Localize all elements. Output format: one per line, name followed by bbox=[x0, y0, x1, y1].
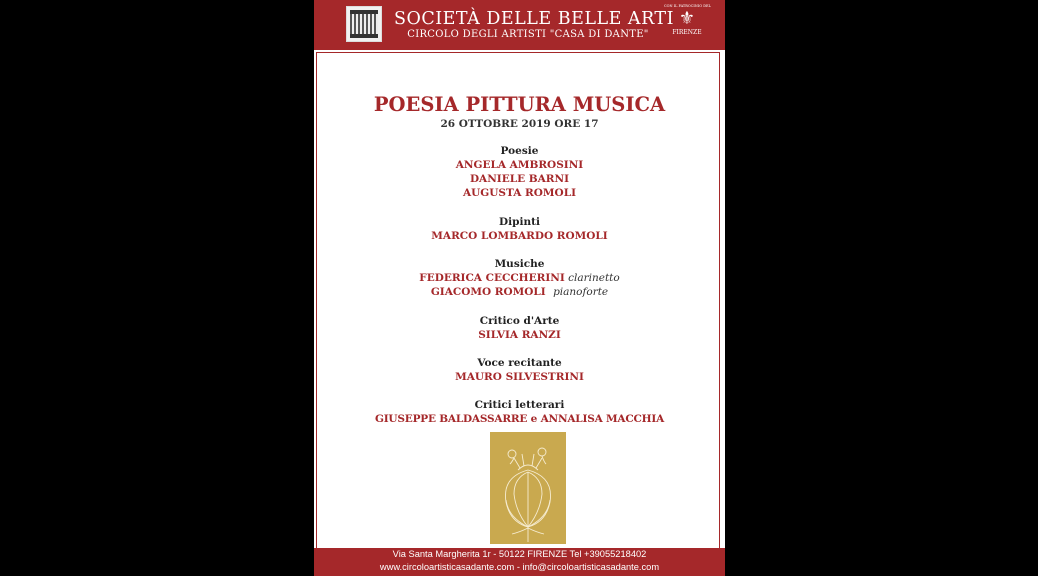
poster-footer bbox=[314, 548, 725, 576]
emblem-city: FIRENZE bbox=[672, 29, 702, 36]
society-name: SOCIETÀ DELLE BELLE ARTI bbox=[394, 9, 675, 29]
emblem-caption: CON IL PATROCINIO DEL bbox=[664, 4, 711, 8]
section-label: Critico d'Arte bbox=[479, 315, 560, 327]
performer-row bbox=[314, 271, 725, 285]
society-logo bbox=[346, 6, 382, 42]
section-dipinti bbox=[314, 215, 725, 243]
section-label: Voce recitante bbox=[477, 357, 562, 369]
florence-emblem bbox=[664, 4, 710, 46]
participant-name: DANIELE BARNI bbox=[469, 173, 570, 185]
section-label: Musiche bbox=[494, 258, 545, 270]
section-label: Poesie bbox=[500, 145, 539, 157]
section-poesie bbox=[314, 144, 725, 200]
performer-row bbox=[314, 285, 725, 299]
performer-name: FEDERICA CECCHERINI bbox=[419, 272, 565, 284]
section-label: Dipinti bbox=[499, 216, 540, 228]
event-date: 26 OTTOBRE 2019 ORE 17 bbox=[440, 118, 599, 130]
lily-icon: ⚜ bbox=[678, 8, 696, 29]
participant-name: MARCO LOMBARDO ROMOLI bbox=[431, 230, 608, 242]
footer-address: Via Santa Margherita 1r - 50122 FIRENZE Tel +39055218402 bbox=[392, 549, 647, 559]
participant-name: MAURO SILVESTRINI bbox=[455, 371, 584, 383]
participant-name: SILVIA RANZI bbox=[478, 329, 561, 341]
participant-name: AUGUSTA ROMOLI bbox=[463, 187, 576, 199]
artwork-image bbox=[490, 432, 566, 544]
participant-name: ANGELA AMBROSINI bbox=[455, 159, 584, 171]
poppy-seedpod-drawing bbox=[490, 432, 566, 544]
footer-web-contact: www.circoloartisticasadante.com - info@circoloartisticasadante.com bbox=[379, 562, 660, 572]
society-subtitle: CIRCOLO DEGLI ARTISTI "CASA DI DANTE" bbox=[407, 29, 649, 40]
performer-name: GIACOMO ROMOLI bbox=[430, 286, 546, 298]
section-musiche bbox=[314, 257, 725, 299]
section-critici-letterari bbox=[314, 398, 725, 426]
section-label: Critici letterari bbox=[474, 399, 565, 411]
section-critico-arte bbox=[314, 314, 725, 342]
performer-instrument: pianoforte bbox=[553, 286, 609, 298]
section-voce-recitante bbox=[314, 356, 725, 384]
performer-instrument: clarinetto bbox=[568, 272, 620, 284]
poster-header bbox=[314, 0, 725, 50]
event-title: POESIA PITTURA MUSICA bbox=[373, 93, 666, 116]
event-poster bbox=[314, 0, 725, 576]
participant-name: GIUSEPPE BALDASSARRE e ANNALISA MACCHIA bbox=[374, 413, 665, 425]
